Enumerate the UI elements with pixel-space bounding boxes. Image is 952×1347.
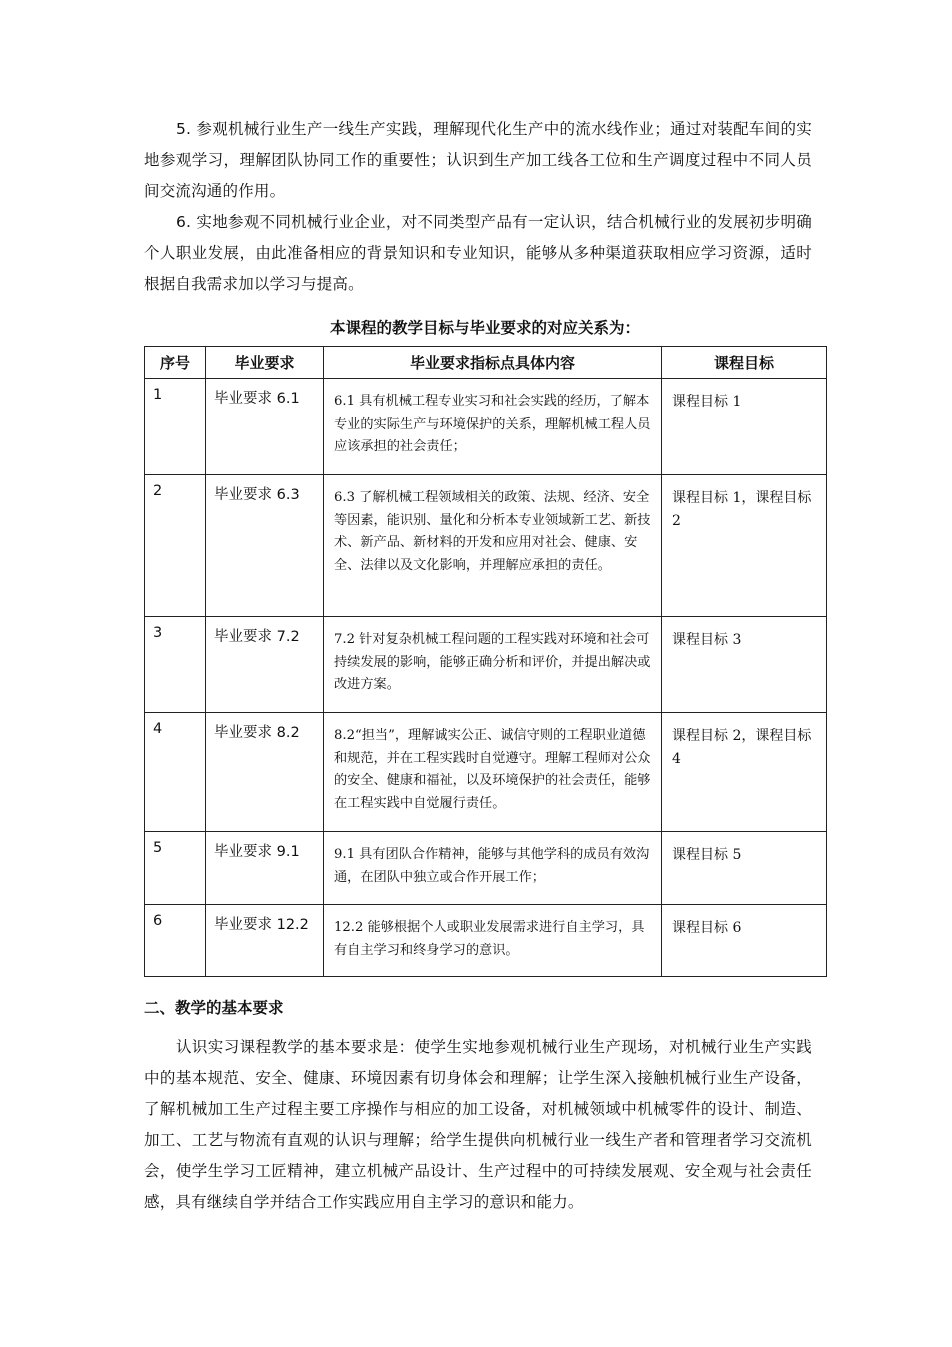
header-target: 课程目标: [662, 347, 827, 379]
table-row: [145, 713, 827, 832]
cell-content: 12.2 能够根据个人或职业发展需求进行自主学习，具有自主学习和终身学习的意识。: [324, 905, 662, 977]
cell-index: 5: [145, 832, 206, 905]
cell-content: 9.1 具有团队合作精神，能够与其他学科的成员有效沟通，在团队中独立或合作开展工作；: [324, 832, 662, 905]
cell-index: 1: [145, 379, 206, 475]
cell-requirement: 毕业要求 9.1: [206, 832, 324, 905]
header-index: 序号: [145, 347, 206, 379]
section-body-paragraph: 认识实习课程教学的基本要求是：使学生实地参观机械行业生产现场，对机械行业生产实践中的基本规范、安全、健康、环境因素有切身体会和理解；让学生深入接触机械行业生产设备，了解机械加工生产过程主要工序操作与相应的加工设备，对机械领域中机械零件的设计、制造、加工、工艺与物流有直观的认识与理解；给学生提供向机械行业一线生产者和管理者学习交流机会，使学生学习工匠精神，建立机械产品设计、生产过程中的可持续发展观、安全观与社会责任感，具有继续自学并结合工作实践应用自主学习的意识和能力。: [144, 1038, 812, 1211]
cell-index: 6: [145, 905, 206, 977]
table-row: [145, 475, 827, 617]
cell-requirement: 毕业要求 8.2: [206, 713, 324, 832]
cell-target: 课程目标 6: [662, 905, 827, 977]
table-row: [145, 832, 827, 905]
cell-content: 6.3 了解机械工程领域相关的政策、法规、经济、安全等因素，能识别、量化和分析本专业领域新工艺、新技术、新产品、新材料的开发和应用对社会、健康、安全、法律以及文化影响，并理解应承担的责任。: [324, 475, 662, 617]
cell-requirement: 毕业要求 6.1: [206, 379, 324, 475]
cell-target: 课程目标 5: [662, 832, 827, 905]
paragraph-item-5: 5. 参观机械行业生产一线生产实践，理解现代化生产中的流水线作业；通过对装配车间的实地参观学习，理解团队协同工作的重要性；认识到生产加工线各工位和生产调度过程中不同人员间交流沟通的作用。: [144, 120, 812, 200]
cell-target: 课程目标 2，课程目标 4: [662, 713, 827, 832]
cell-content: 8.2“担当”，理解诚实公正、诚信守则的工程职业道德和规范，并在工程实践时自觉遵守。理解工程师对公众的安全、健康和福祉，以及环境保护的社会责任，能够在工程实践中自觉履行责任。: [324, 713, 662, 832]
table-row: [145, 617, 827, 713]
table-row: [145, 905, 827, 977]
header-content: 毕业要求指标点具体内容: [324, 347, 662, 379]
cell-content: 6.1 具有机械工程专业实习和社会实践的经历，了解本专业的实际生产与环境保护的关系，理解机械工程人员应该承担的社会责任；: [324, 379, 662, 475]
cell-target: 课程目标 3: [662, 617, 827, 713]
cell-target: 课程目标 1，课程目标 2: [662, 475, 827, 617]
cell-target: 课程目标 1: [662, 379, 827, 475]
table-row: [145, 379, 827, 475]
cell-content: 7.2 针对复杂机械工程问题的工程实践对环境和社会可持续发展的影响，能够正确分析和评价，并提出解决或改进方案。: [324, 617, 662, 713]
cell-requirement: 毕业要求 7.2: [206, 617, 324, 713]
table-header-row: [145, 347, 827, 379]
cell-index: 2: [145, 475, 206, 617]
cell-requirement: 毕业要求 12.2: [206, 905, 324, 977]
cell-index: 4: [145, 713, 206, 832]
cell-index: 3: [145, 617, 206, 713]
section-heading: 二、教学的基本要求: [144, 999, 284, 1017]
requirements-table: [144, 346, 827, 977]
table-caption: 本课程的教学目标与毕业要求的对应关系为：: [329, 319, 640, 337]
cell-requirement: 毕业要求 6.3: [206, 475, 324, 617]
header-requirement: 毕业要求: [206, 347, 324, 379]
paragraph-item-6: 6. 实地参观不同机械行业企业，对不同类型产品有一定认识，结合机械行业的发展初步明确个人职业发展，由此准备相应的背景知识和专业知识，能够从多种渠道获取相应学习资源，适时根据自我需求加以学习与提高。: [144, 213, 812, 293]
